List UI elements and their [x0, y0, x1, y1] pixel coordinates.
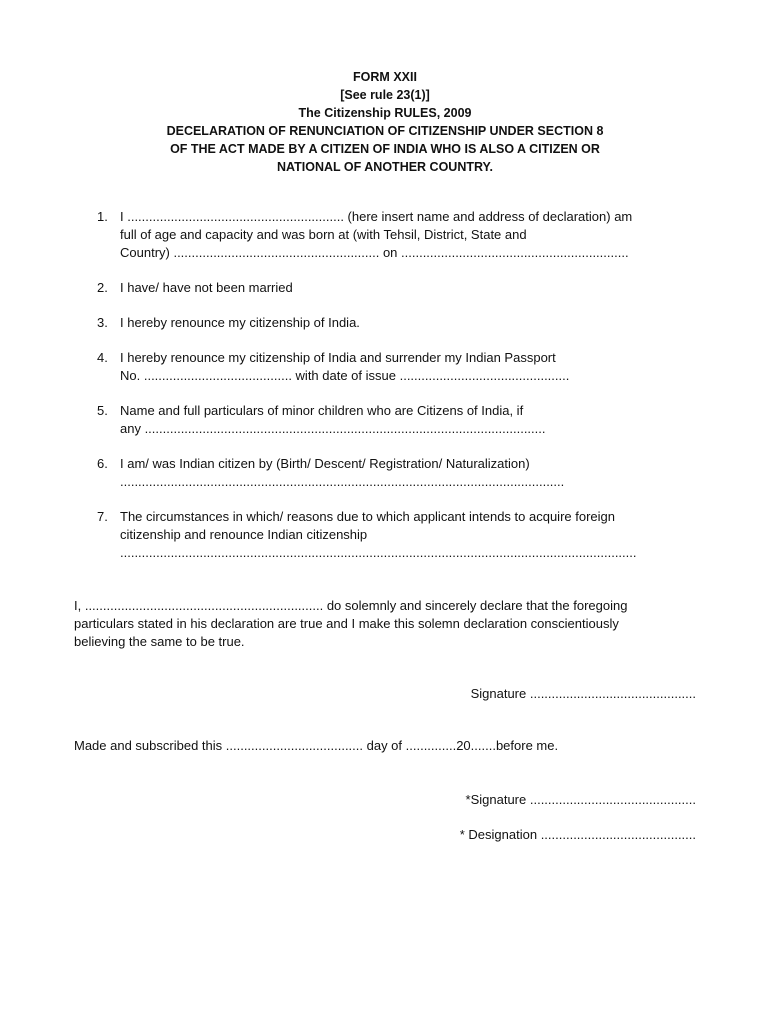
item-number: 2.: [97, 280, 108, 295]
item-text-line: I ............................................................ (here insert name and address of declaration) am: [120, 209, 633, 224]
item-number: 3.: [97, 315, 108, 330]
item-text-line: Country) ......................................................... on ...............................................................: [120, 245, 629, 260]
solemn-declaration: [74, 597, 714, 651]
item-number: 1.: [97, 209, 108, 224]
item-text-line: No. ......................................... with date of issue ...............................................: [120, 368, 570, 383]
item-text-line: I am/ was Indian citizen by (Birth/ Descent/ Registration/ Naturalization): [120, 456, 530, 471]
heading-line-2: OF THE ACT MADE BY A CITIZEN OF INDIA WHO IS ALSO A CITIZEN OR: [170, 142, 600, 156]
designation-line: * Designation ...........................................: [459, 827, 696, 842]
declaration-items-list: [97, 208, 697, 579]
declaration-line-3: believing the same to be true.: [74, 634, 245, 649]
item-text-line: ...........................................................................................................................: [120, 474, 565, 489]
heading-line-3: NATIONAL OF ANOTHER COUNTRY.: [277, 160, 493, 174]
item-text-line: I hereby renounce my citizenship of India.: [120, 315, 360, 330]
rules-name: The Citizenship RULES, 2009: [298, 106, 472, 120]
item-number: 7.: [97, 509, 108, 524]
item-number: 6.: [97, 456, 108, 471]
list-item: [97, 279, 697, 297]
item-text-line: The circumstances in which/ reasons due to which applicant intends to acquire foreign: [120, 509, 615, 524]
list-item: [97, 314, 697, 332]
list-item: [97, 208, 697, 262]
item-text-line: I have/ have not been married: [120, 280, 293, 295]
item-text-line: citizenship and renounce Indian citizenship: [120, 527, 368, 542]
list-item: [97, 402, 697, 438]
item-text-line: full of age and capacity and was born at (with Tehsil, District, State and: [120, 227, 527, 242]
list-item: [97, 455, 697, 491]
form-header: [0, 68, 770, 176]
rule-reference: [See rule 23(1)]: [340, 88, 430, 102]
item-text-line: any ...............................................................................................................: [120, 421, 546, 436]
item-text-line: ...............................................................................................................................................: [120, 545, 637, 560]
item-number: 4.: [97, 350, 108, 365]
item-text-line: Name and full particulars of minor children who are Citizens of India, if: [120, 403, 524, 418]
form-title: FORM XXII: [353, 70, 417, 84]
officer-signature-line: *Signature ..............................................: [465, 792, 696, 807]
heading-line-1: DECELARATION OF RENUNCIATION OF CITIZENSHIP UNDER SECTION 8: [166, 124, 604, 138]
list-item: [97, 349, 697, 385]
made-and-subscribed-line: Made and subscribed this ...................................... day of ..............20.......before me.: [74, 738, 559, 753]
signature-line: Signature ..............................................: [470, 686, 696, 701]
declaration-line-1: I, .................................................................. do solemnly and sincerely declare that the foregoing: [74, 598, 628, 613]
item-number: 5.: [97, 403, 108, 418]
list-item: [97, 508, 697, 562]
declaration-line-2: particulars stated in his declaration are true and I make this solemn declaration conscientiously: [74, 616, 619, 631]
item-text-line: I hereby renounce my citizenship of India and surrender my Indian Passport: [120, 350, 556, 365]
